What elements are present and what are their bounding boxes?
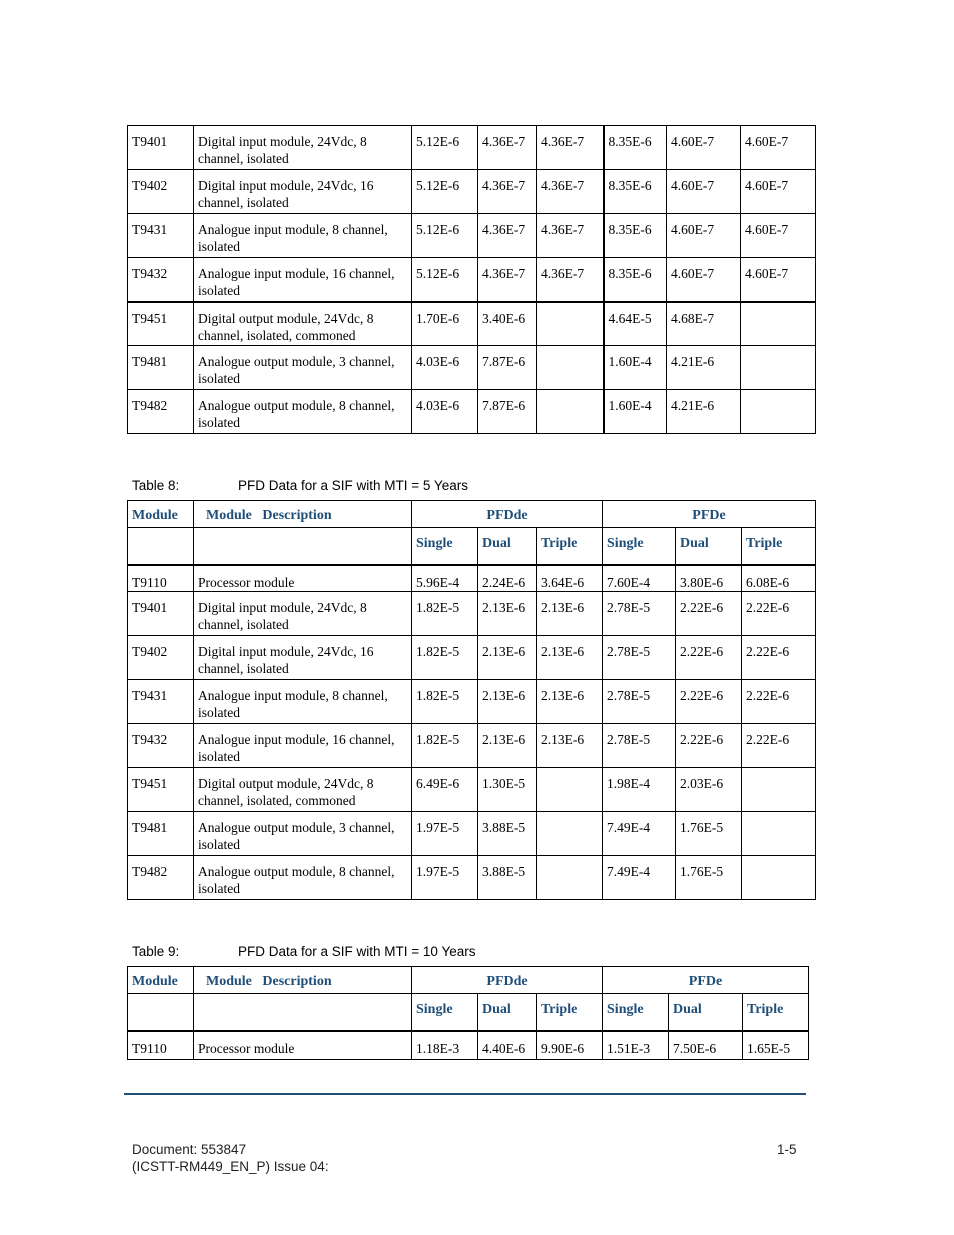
- cell-pfde-single: 1.51E-3: [603, 1031, 669, 1060]
- cell-pfde-triple: [741, 346, 816, 390]
- cell-pfde-triple: [742, 812, 816, 856]
- cell-pfdde-dual: 4.36E-7: [478, 170, 537, 214]
- cell-pfde-dual: 2.22E-6: [676, 636, 742, 680]
- table-row: [128, 636, 816, 680]
- cell-description: Digital output module, 24Vdc, 8 channel, isolated, commoned: [194, 302, 412, 346]
- table-row: [128, 856, 816, 900]
- cell-description: Analogue output module, 3 channel, isolated: [194, 346, 412, 390]
- cell-pfde-dual: 2.22E-6: [676, 680, 742, 724]
- cell-module: T9110: [128, 1031, 194, 1060]
- cell-module: T9402: [128, 170, 194, 214]
- table-body: [128, 565, 816, 900]
- cell-module: T9402: [128, 636, 194, 680]
- cell-module: T9432: [128, 724, 194, 768]
- cell-pfdde-single: 1.97E-5: [412, 812, 478, 856]
- table-row: [128, 680, 816, 724]
- cell-pfdde-triple: 4.36E-7: [537, 126, 604, 170]
- header-module: Module: [128, 967, 194, 994]
- table9-number: Table 9:: [132, 944, 180, 959]
- header-empty: [128, 528, 194, 565]
- cell-description: Digital input module, 24Vdc, 8 channel, isolated: [194, 592, 412, 636]
- cell-description: Analogue input module, 8 channel, isolated: [194, 680, 412, 724]
- header-single: Single: [603, 528, 676, 565]
- table8: [127, 500, 816, 900]
- cell-pfdde-single: 5.96E-4: [412, 565, 478, 592]
- cell-description: Digital output module, 24Vdc, 8 channel, isolated, commoned: [194, 768, 412, 812]
- table9-caption: [132, 944, 632, 962]
- cell-pfdde-single: 4.03E-6: [412, 390, 478, 434]
- cell-pfdde-triple: 2.13E-6: [537, 680, 603, 724]
- cell-pfdde-dual: 2.13E-6: [478, 592, 537, 636]
- cell-description: Processor module: [194, 1031, 412, 1060]
- cell-pfde-single: 2.78E-5: [603, 592, 676, 636]
- cell-pfdde-dual: 4.40E-6: [478, 1031, 537, 1060]
- cell-pfde-dual: 4.21E-6: [667, 346, 741, 390]
- cell-pfdde-triple: [537, 346, 604, 390]
- cell-pfde-triple: 2.22E-6: [742, 636, 816, 680]
- cell-pfde-triple: [742, 768, 816, 812]
- table9: [127, 966, 809, 1060]
- cell-pfdde-single: 1.97E-5: [412, 856, 478, 900]
- cell-module: T9482: [128, 856, 194, 900]
- cell-pfde-triple: [741, 390, 816, 434]
- cell-pfdde-single: 1.82E-5: [412, 680, 478, 724]
- cell-pfde-triple: [742, 856, 816, 900]
- cell-module: T9451: [128, 768, 194, 812]
- pfd-table-continued: [127, 125, 816, 434]
- table-body: [128, 126, 816, 434]
- cell-pfde-dual: 2.22E-6: [676, 724, 742, 768]
- cell-pfde-single: 7.60E-4: [603, 565, 676, 592]
- cell-module: T9431: [128, 680, 194, 724]
- header-description: Module Description: [194, 501, 412, 528]
- cell-pfde-single: 8.35E-6: [604, 170, 667, 214]
- cell-pfde-triple: 1.65E-5: [743, 1031, 809, 1060]
- cell-pfdde-triple: [537, 390, 604, 434]
- table8-caption: [132, 478, 632, 496]
- footer-page-number: 1-5: [777, 1142, 797, 1157]
- header-description: Module Description: [194, 967, 412, 994]
- footer-document: Document: 553847: [132, 1142, 247, 1157]
- cell-pfde-dual: 4.60E-7: [667, 126, 741, 170]
- cell-pfde-dual: 3.80E-6: [676, 565, 742, 592]
- cell-pfdde-triple: 4.36E-7: [537, 170, 604, 214]
- cell-pfdde-dual: 3.40E-6: [478, 302, 537, 346]
- cell-description: Digital input module, 24Vdc, 8 channel, isolated: [194, 126, 412, 170]
- cell-pfdde-single: 5.12E-6: [412, 126, 478, 170]
- table-row: [128, 724, 816, 768]
- cell-pfde-triple: 6.08E-6: [742, 565, 816, 592]
- cell-pfde-single: 2.78E-5: [603, 636, 676, 680]
- header-pfde: PFDe: [603, 501, 816, 528]
- cell-pfdde-single: 6.49E-6: [412, 768, 478, 812]
- table-body: [128, 1031, 809, 1060]
- cell-pfde-dual: 4.60E-7: [667, 214, 741, 258]
- header-empty: [194, 994, 412, 1031]
- header-pfdde: PFDde: [412, 501, 603, 528]
- header-single: Single: [412, 528, 478, 565]
- cell-pfde-dual: 4.60E-7: [667, 258, 741, 302]
- header-triple: Triple: [537, 994, 603, 1031]
- cell-pfde-triple: 4.60E-7: [741, 126, 816, 170]
- cell-description: Analogue output module, 3 channel, isolated: [194, 812, 412, 856]
- cell-description: Digital input module, 24Vdc, 16 channel, isolated: [194, 170, 412, 214]
- cell-module: T9401: [128, 126, 194, 170]
- table-row: [128, 592, 816, 636]
- cell-pfdde-triple: 9.90E-6: [537, 1031, 603, 1060]
- cell-description: Digital input module, 24Vdc, 16 channel, isolated: [194, 636, 412, 680]
- cell-pfdde-triple: 4.36E-7: [537, 214, 604, 258]
- cell-pfdde-dual: 3.88E-5: [478, 856, 537, 900]
- cell-pfdde-single: 1.70E-6: [412, 302, 478, 346]
- cell-pfdde-triple: 2.13E-6: [537, 592, 603, 636]
- table-row: [128, 258, 816, 302]
- cell-pfdde-single: 5.12E-6: [412, 170, 478, 214]
- header-dual: Dual: [478, 528, 537, 565]
- cell-module: T9481: [128, 346, 194, 390]
- table8-header: [128, 501, 816, 565]
- table-row: [128, 390, 816, 434]
- cell-description: Analogue output module, 8 channel, isolated: [194, 856, 412, 900]
- cell-pfdde-triple: 3.64E-6: [537, 565, 603, 592]
- cell-pfde-triple: 4.60E-7: [741, 214, 816, 258]
- cell-pfde-single: 2.78E-5: [603, 724, 676, 768]
- cell-pfdde-single: 5.12E-6: [412, 214, 478, 258]
- cell-description: Analogue input module, 16 channel, isolated: [194, 724, 412, 768]
- header-dual: Dual: [669, 994, 743, 1031]
- cell-module: T9451: [128, 302, 194, 346]
- cell-pfdde-dual: 2.13E-6: [478, 636, 537, 680]
- footer-issue: (ICSTT-RM449_EN_P) Issue 04:: [132, 1159, 329, 1174]
- cell-pfdde-dual: 4.36E-7: [478, 214, 537, 258]
- header-dual: Dual: [478, 994, 537, 1031]
- cell-pfdde-single: 1.82E-5: [412, 724, 478, 768]
- header-triple: Triple: [537, 528, 603, 565]
- cell-description: Analogue output module, 8 channel, isolated: [194, 390, 412, 434]
- cell-pfdde-triple: 2.13E-6: [537, 636, 603, 680]
- cell-pfde-single: 1.60E-4: [604, 346, 667, 390]
- cell-pfde-single: 1.98E-4: [603, 768, 676, 812]
- table-row: [128, 346, 816, 390]
- cell-pfde-single: 8.35E-6: [604, 258, 667, 302]
- cell-pfde-dual: 2.03E-6: [676, 768, 742, 812]
- cell-pfde-single: 1.60E-4: [604, 390, 667, 434]
- cell-pfde-dual: 2.22E-6: [676, 592, 742, 636]
- cell-pfdde-triple: [537, 812, 603, 856]
- header-dual: Dual: [676, 528, 742, 565]
- cell-pfde-single: 8.35E-6: [604, 126, 667, 170]
- table8-number: Table 8:: [132, 478, 180, 493]
- cell-pfde-triple: 2.22E-6: [742, 680, 816, 724]
- cell-pfde-dual: 7.50E-6: [669, 1031, 743, 1060]
- cell-pfde-single: 7.49E-4: [603, 812, 676, 856]
- table-row: [128, 565, 816, 592]
- cell-module: T9110: [128, 565, 194, 592]
- table-row: [128, 768, 816, 812]
- cell-pfde-dual: 1.76E-5: [676, 856, 742, 900]
- cell-description: Analogue input module, 16 channel, isolated: [194, 258, 412, 302]
- cell-pfde-dual: 1.76E-5: [676, 812, 742, 856]
- cell-module: T9432: [128, 258, 194, 302]
- cell-pfdde-single: 1.18E-3: [412, 1031, 478, 1060]
- cell-pfdde-dual: 4.36E-7: [478, 258, 537, 302]
- header-pfde: PFDe: [603, 967, 809, 994]
- cell-pfdde-triple: [537, 302, 604, 346]
- header-empty: [194, 528, 412, 565]
- cell-module: T9481: [128, 812, 194, 856]
- cell-pfdde-single: 1.82E-5: [412, 592, 478, 636]
- cell-pfdde-triple: [537, 768, 603, 812]
- cell-module: T9431: [128, 214, 194, 258]
- cell-pfdde-triple: [537, 856, 603, 900]
- cell-pfdde-dual: 2.13E-6: [478, 724, 537, 768]
- table9-header: [128, 967, 809, 1031]
- cell-pfde-single: 7.49E-4: [603, 856, 676, 900]
- cell-pfde-dual: 4.21E-6: [667, 390, 741, 434]
- cell-pfdde-single: 4.03E-6: [412, 346, 478, 390]
- cell-pfde-dual: 4.60E-7: [667, 170, 741, 214]
- cell-pfde-single: 2.78E-5: [603, 680, 676, 724]
- header-empty: [128, 994, 194, 1031]
- cell-pfde-single: 4.64E-5: [604, 302, 667, 346]
- table9-title: PFD Data for a SIF with MTI = 10 Years: [238, 944, 476, 959]
- cell-pfde-dual: 4.68E-7: [667, 302, 741, 346]
- cell-pfde-triple: 2.22E-6: [742, 724, 816, 768]
- table-row: [128, 214, 816, 258]
- cell-pfdde-triple: 4.36E-7: [537, 258, 604, 302]
- header-triple: Triple: [743, 994, 809, 1031]
- cell-pfdde-dual: 1.30E-5: [478, 768, 537, 812]
- cell-pfde-triple: 4.60E-7: [741, 258, 816, 302]
- table-row: [128, 126, 816, 170]
- header-triple: Triple: [742, 528, 816, 565]
- table8-title: PFD Data for a SIF with MTI = 5 Years: [238, 478, 468, 493]
- cell-pfdde-dual: 7.87E-6: [478, 346, 537, 390]
- header-single: Single: [412, 994, 478, 1031]
- cell-pfdde-dual: 3.88E-5: [478, 812, 537, 856]
- cell-description: Analogue input module, 8 channel, isolated: [194, 214, 412, 258]
- cell-pfdde-dual: 2.24E-6: [478, 565, 537, 592]
- cell-pfde-triple: [741, 302, 816, 346]
- cell-pfdde-single: 1.82E-5: [412, 636, 478, 680]
- cell-pfdde-triple: 2.13E-6: [537, 724, 603, 768]
- footer-rule: [124, 1093, 806, 1095]
- header-single: Single: [603, 994, 669, 1031]
- cell-pfde-triple: 4.60E-7: [741, 170, 816, 214]
- cell-pfdde-dual: 2.13E-6: [478, 680, 537, 724]
- cell-pfde-single: 8.35E-6: [604, 214, 667, 258]
- table-row: [128, 1031, 809, 1060]
- header-pfdde: PFDde: [412, 967, 603, 994]
- cell-description: Processor module: [194, 565, 412, 592]
- cell-pfdde-dual: 7.87E-6: [478, 390, 537, 434]
- cell-pfdde-dual: 4.36E-7: [478, 126, 537, 170]
- cell-module: T9401: [128, 592, 194, 636]
- table-row: [128, 170, 816, 214]
- header-module: Module: [128, 501, 194, 528]
- cell-module: T9482: [128, 390, 194, 434]
- table-row: [128, 302, 816, 346]
- cell-pfdde-single: 5.12E-6: [412, 258, 478, 302]
- cell-pfde-triple: 2.22E-6: [742, 592, 816, 636]
- table-row: [128, 812, 816, 856]
